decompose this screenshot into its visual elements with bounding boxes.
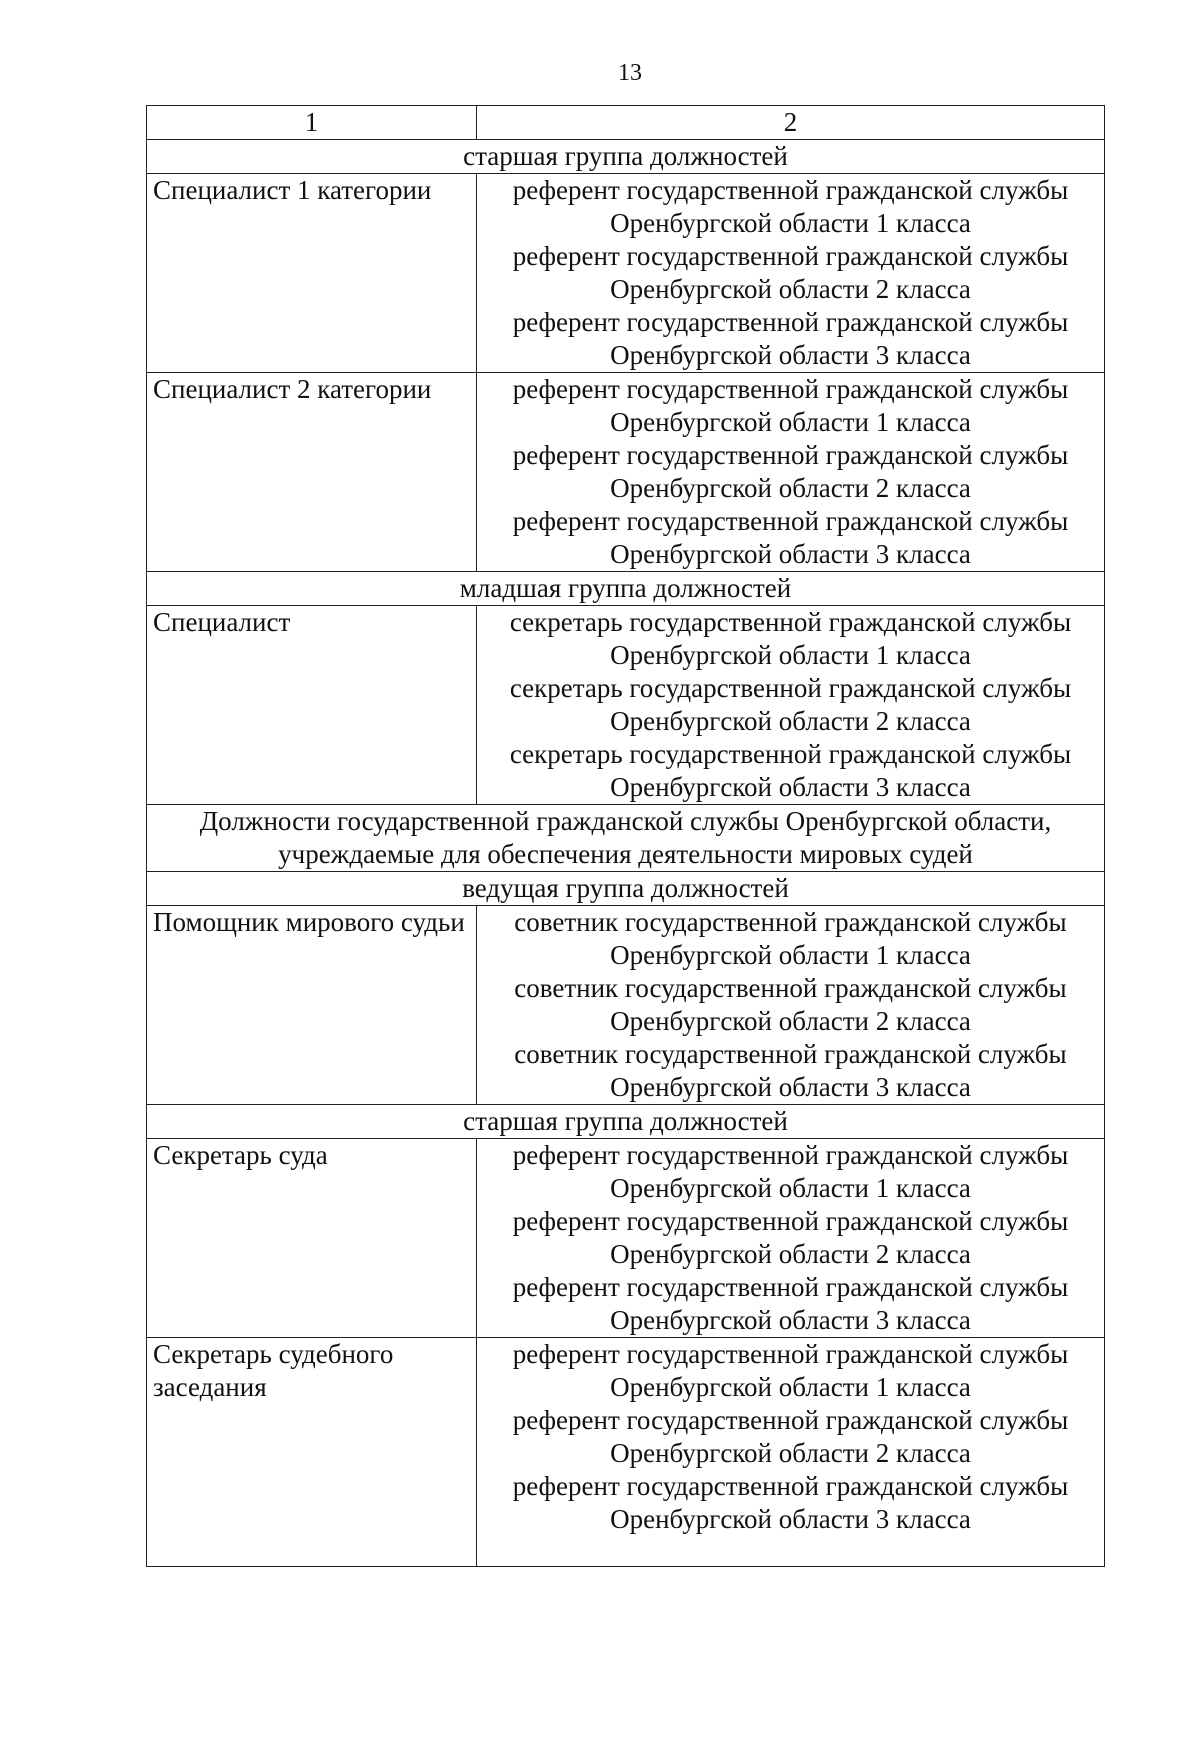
position-cell: Секретарь суда	[147, 1139, 477, 1338]
rank-line: референт государственной гражданской службы	[512, 241, 1069, 271]
position-cell: Специалист	[147, 606, 477, 805]
rank-line: Оренбургской области 2 класса	[610, 274, 971, 304]
rank-line: Оренбургской области 3 класса	[610, 539, 971, 569]
rank-line: референт государственной гражданской службы	[512, 440, 1069, 470]
rank-line: Оренбургской области 1 класса	[610, 208, 971, 238]
group-leading-title: ведущая группа должностей	[147, 872, 1105, 906]
header-col-1: 1	[147, 106, 477, 140]
group-row	[147, 872, 1105, 906]
rank-line: референт государственной гражданской службы	[512, 1471, 1069, 1501]
ranks-cell	[477, 373, 1105, 572]
rank-line: Оренбургской области 1 класса	[610, 1173, 971, 1203]
rank-line: референт государственной гражданской службы	[512, 1272, 1069, 1302]
ranks-cell	[477, 606, 1105, 805]
rank-line: референт государственной гражданской службы	[512, 506, 1069, 536]
ranks-cell	[477, 1338, 1105, 1567]
section-row	[147, 805, 1105, 872]
rank-line: советник государственной гражданской службы	[514, 907, 1067, 937]
ranks-cell	[477, 906, 1105, 1105]
group-senior-title: старшая группа должностей	[147, 140, 1105, 174]
rank-line: Оренбургской области 3 класса	[610, 772, 971, 802]
rank-line: Оренбургской области 3 класса	[610, 340, 971, 370]
rank-line: Оренбургской области 1 класса	[610, 940, 971, 970]
rank-line: Оренбургской области 2 класса	[610, 1239, 971, 1269]
group-senior-title: старшая группа должностей	[147, 1105, 1105, 1139]
table-row	[147, 906, 1105, 1105]
rank-line: Оренбургской области 1 класса	[610, 407, 971, 437]
position-cell: Помощник мирового судьи	[147, 906, 477, 1105]
rank-line: Оренбургской области 3 класса	[610, 1305, 971, 1335]
group-row	[147, 1105, 1105, 1139]
section-title-line: учреждаемые для обеспечения деятельности мировых судей	[278, 839, 973, 869]
rank-line: Оренбургской области 2 класса	[610, 706, 971, 736]
group-junior-title: младшая группа должностей	[147, 572, 1105, 606]
rank-line: Оренбургской области 2 класса	[610, 1438, 971, 1468]
position-cell: Специалист 1 категории	[147, 174, 477, 373]
section-title	[147, 805, 1105, 872]
position-cell: Специалист 2 категории	[147, 373, 477, 572]
rank-line: советник государственной гражданской службы	[514, 1039, 1067, 1069]
rank-line: Оренбургской области 1 класса	[610, 1372, 971, 1402]
rank-line: референт государственной гражданской службы	[512, 1405, 1069, 1435]
table-row	[147, 373, 1105, 572]
rank-line: референт государственной гражданской службы	[512, 175, 1069, 205]
rank-line: секретарь государственной гражданской службы	[509, 673, 1072, 703]
table-row	[147, 606, 1105, 805]
rank-line: Оренбургской области 3 класса	[610, 1072, 971, 1102]
rank-line: референт государственной гражданской службы	[512, 1339, 1069, 1369]
section-title-line: Должности государственной гражданской службы Оренбургской области,	[199, 806, 1052, 836]
rank-line: референт государственной гражданской службы	[512, 1206, 1069, 1236]
table-row	[147, 1139, 1105, 1338]
position-cell: Секретарь судебного заседания	[147, 1338, 477, 1567]
rank-line: Оренбургской области 3 класса	[610, 1504, 971, 1534]
header-col-2: 2	[477, 106, 1105, 140]
group-row	[147, 140, 1105, 174]
rank-line: советник государственной гражданской службы	[514, 973, 1067, 1003]
rank-line: референт государственной гражданской службы	[512, 1140, 1069, 1170]
rank-line: секретарь государственной гражданской службы	[509, 607, 1072, 637]
rank-line: референт государственной гражданской службы	[512, 307, 1069, 337]
header-row	[147, 106, 1105, 140]
table-row	[147, 174, 1105, 373]
ranks-table	[146, 105, 1105, 1567]
rank-line: референт государственной гражданской службы	[512, 374, 1069, 404]
rank-line: Оренбургской области 1 класса	[610, 640, 971, 670]
group-row	[147, 572, 1105, 606]
rank-line: Оренбургской области 2 класса	[610, 1006, 971, 1036]
page-number: 13	[618, 60, 642, 86]
rank-line: секретарь государственной гражданской службы	[509, 739, 1072, 769]
rank-line: Оренбургской области 2 класса	[610, 473, 971, 503]
ranks-cell	[477, 1139, 1105, 1338]
table-row	[147, 1338, 1105, 1567]
ranks-cell	[477, 174, 1105, 373]
